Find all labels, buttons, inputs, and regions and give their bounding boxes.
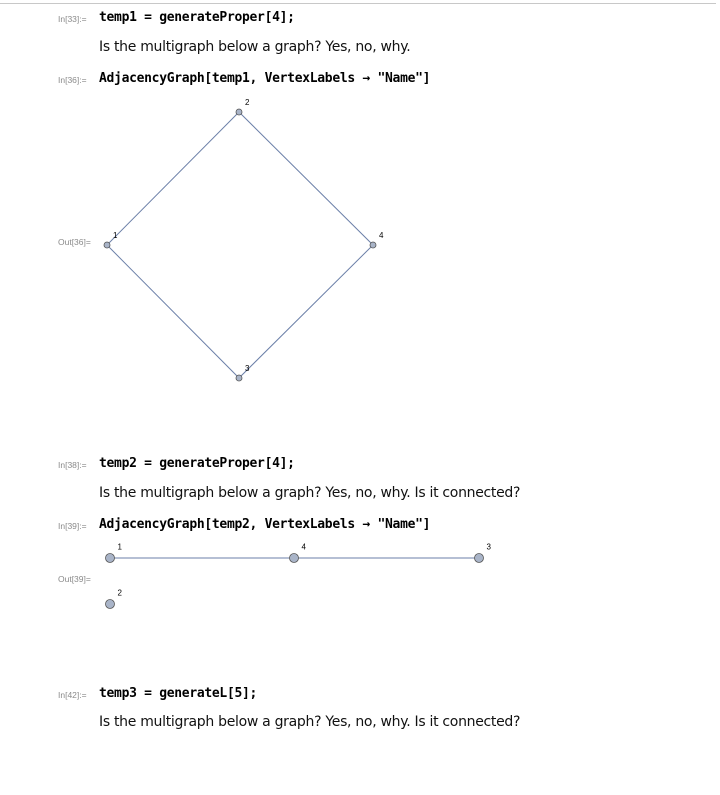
input-code[interactable]: temp2 = generateProper[4]; bbox=[99, 456, 295, 471]
graph2-vertex-1[interactable] bbox=[106, 554, 115, 563]
input-code[interactable]: AdjacencyGraph[temp1, VertexLabels → "Name"] bbox=[99, 71, 431, 86]
text-cell[interactable]: Is the multigraph below a graph? Yes, no, why. bbox=[99, 39, 411, 55]
input-code[interactable]: temp3 = generateL[5]; bbox=[99, 686, 258, 701]
graph2-vertex-label-3: 3 bbox=[486, 542, 491, 552]
graph1-vertex-label-2: 2 bbox=[245, 98, 250, 107]
graph1-vertex-2[interactable] bbox=[236, 109, 242, 115]
out-label: Out[39]= bbox=[58, 574, 91, 584]
graph1-vertex-label-4: 4 bbox=[379, 231, 384, 240]
graph2-vertex-label-2: 2 bbox=[117, 588, 122, 598]
graph1-vertex-label-1: 1 bbox=[113, 231, 118, 240]
graph1-edge-2-4 bbox=[239, 112, 373, 245]
graph2-vertex-3[interactable] bbox=[475, 554, 484, 563]
input-code[interactable]: AdjacencyGraph[temp2, VertexLabels → "Name"] bbox=[99, 517, 431, 532]
graph1-vertex-label-3: 3 bbox=[245, 364, 250, 373]
graph1-vertex-3[interactable] bbox=[236, 375, 242, 381]
graph1-edge-1-2 bbox=[107, 112, 239, 245]
input-code[interactable]: temp1 = generateProper[4]; bbox=[99, 10, 295, 25]
graph2-vertex-label-1: 1 bbox=[117, 542, 122, 552]
in-label: In[36]:= bbox=[58, 75, 87, 85]
in-label: In[33]:= bbox=[58, 14, 87, 24]
in-label: In[39]:= bbox=[58, 521, 87, 531]
text-cell[interactable]: Is the multigraph below a graph? Yes, no, why. Is it connected? bbox=[99, 714, 521, 730]
graph1-edge-3-1 bbox=[107, 245, 239, 378]
in-label: In[38]:= bbox=[58, 460, 87, 470]
graph2-vertex-label-4: 4 bbox=[301, 542, 306, 552]
graph1-vertex-1[interactable] bbox=[104, 242, 110, 248]
in-label: In[42]:= bbox=[58, 690, 87, 700]
graph1-edge-4-3 bbox=[239, 245, 373, 378]
graph2-vertex-4[interactable] bbox=[290, 554, 299, 563]
graph1-vertex-4[interactable] bbox=[370, 242, 376, 248]
text-cell[interactable]: Is the multigraph below a graph? Yes, no, why. Is it connected? bbox=[99, 485, 521, 501]
graph2-vertex-2[interactable] bbox=[106, 600, 115, 609]
out-label: Out[36]= bbox=[58, 237, 91, 247]
